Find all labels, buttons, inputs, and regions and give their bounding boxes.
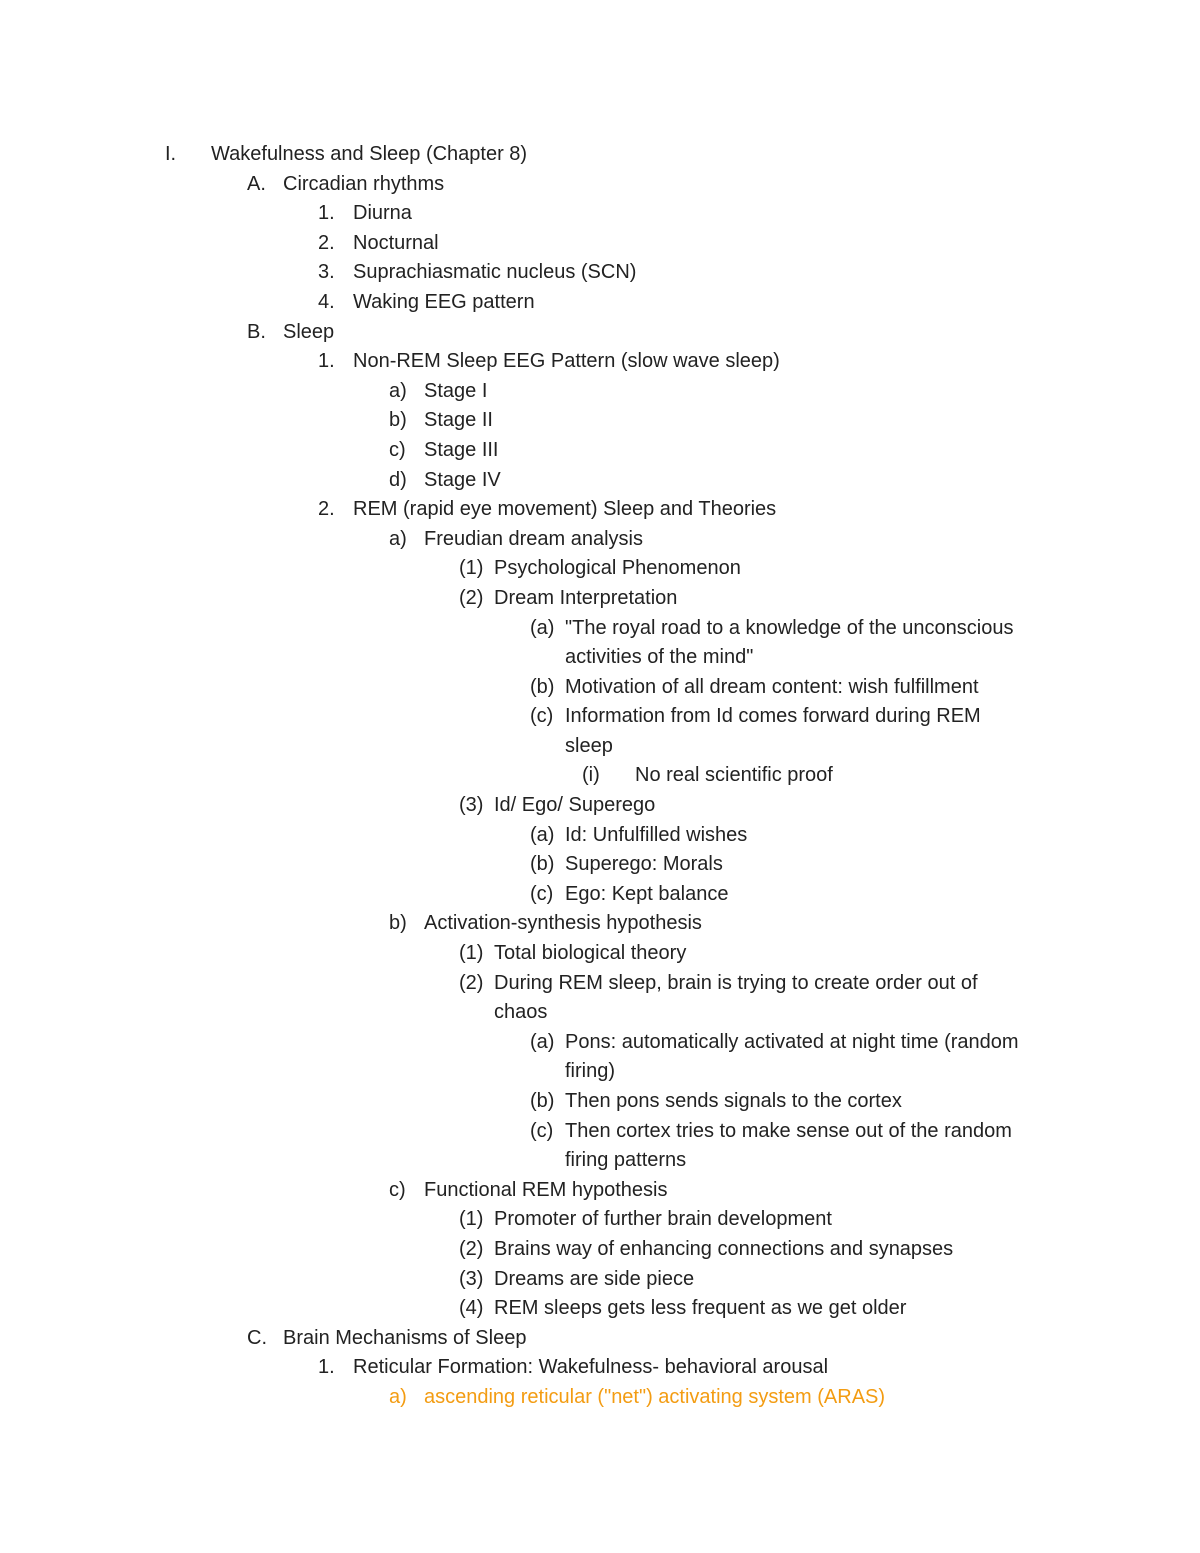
outline-item-marker: 3. [318,261,335,284]
outline-item [0,1353,1200,1383]
outline-item-marker: (3) [459,1267,484,1290]
outline-item-marker: b) [389,409,407,432]
outline-item-text: Suprachiasmatic nucleus (SCN) [353,261,637,284]
outline-item [0,229,1200,259]
outline-item-marker: (c) [530,882,554,905]
outline-item [0,1117,1200,1147]
outline-item [0,761,1200,791]
outline-item [0,702,1200,732]
outline-item-text: Waking EEG pattern [353,290,535,313]
outline-item-text: Total biological theory [494,942,687,965]
outline-item-marker: (1) [459,1208,484,1231]
outline-item-text: Non-REM Sleep EEG Pattern (slow wave sleep) [353,350,780,373]
outline-item [0,436,1200,466]
outline-item-text: Stage IV [424,468,501,491]
outline-item [0,821,1200,851]
outline-item [0,1265,1200,1295]
outline-item [0,909,1200,939]
outline-item [0,377,1200,407]
outline-item-text: Superego: Morals [565,853,723,876]
outline-item-text: Ego: Kept balance [565,882,729,905]
outline-item [0,258,1200,288]
outline-item-marker: b) [389,912,407,935]
outline-item [0,732,1200,762]
outline-item-marker: 4. [318,290,335,313]
outline-item-text: Stage I [424,379,488,402]
outline-item-text: Functional REM hypothesis [424,1178,668,1201]
outline-item-text: Sleep [283,320,335,343]
outline-item-marker: (i) [582,764,600,787]
outline-item [0,525,1200,555]
outline-item-text: REM (rapid eye movement) Sleep and Theories [353,498,777,521]
outline-item-text: Freudian dream analysis [424,527,643,550]
outline-item-marker: 1. [318,202,335,225]
outline-item-text: Then pons sends signals to the cortex [565,1090,902,1112]
outline-item [0,850,1200,880]
outline-item-text: sleep [565,734,613,757]
outline-item-text: Reticular Formation: Wakefulness- behavioral arousal [353,1356,829,1379]
outline-item-text: REM sleeps gets less frequent as we get older [494,1297,907,1320]
outline-item-marker: (c) [530,705,554,728]
outline-item-marker: c) [389,438,406,461]
outline-item-text: Id/ Ego/ Superego [494,794,656,817]
outline-item-marker: 1. [318,1356,335,1379]
outline-item-text: Information from Id comes forward during REM [565,705,981,728]
outline-item [0,1205,1200,1235]
outline-item-text: Promoter of further brain development [494,1208,832,1231]
outline-item-marker: (2) [459,1237,484,1260]
outline-item [0,584,1200,614]
outline-item-text: Brains way of enhancing connections and synapses [494,1237,954,1260]
outline-item [0,1146,1200,1176]
outline-item-text: Stage II [424,409,493,432]
outline-item-text: firing patterns [565,1149,687,1172]
outline-item-marker: C. [247,1326,267,1349]
outline-item-text: Nocturnal [353,231,439,254]
outline-item-text: Dream Interpretation [494,586,678,609]
outline-item-text: No real scientific proof [635,764,833,787]
outline-item [0,643,1200,673]
outline-item-text: Id: Unfulfilled wishes [565,823,748,846]
outline-item [0,554,1200,584]
outline-item-marker: (2) [459,586,484,609]
outline-item [0,318,1200,348]
outline-item [0,1028,1200,1058]
outline-item-text: Activation-synthesis hypothesis [424,912,702,935]
outline-item-marker: (a) [530,823,555,846]
outline-item [0,1383,1200,1413]
outline-item-text: Diurna [353,202,412,225]
outline-item-marker: 2. [318,231,335,254]
outline-item-marker: I. [165,143,177,165]
outline-list [0,140,1200,1413]
outline-item [0,1176,1200,1206]
outline-item-marker: 2. [318,498,335,521]
outline-item-text: Psychological Phenomenon [494,557,741,580]
outline-item [0,880,1200,910]
outline-item [0,1324,1200,1354]
outline-item-marker: a) [389,1385,407,1408]
outline-item-text: Stage III [424,438,499,461]
outline-item-marker: (4) [459,1297,484,1320]
outline-item-marker: c) [389,1178,406,1201]
outline-item-marker: (a) [530,616,555,639]
outline-item-text: Motivation of all dream content: wish fulfillment [565,675,979,698]
outline-item-text: Then cortex tries to make sense out of the random [565,1119,1012,1142]
outline-item-text: During REM sleep, brain is trying to create order out of [494,971,978,994]
outline-item [0,199,1200,229]
outline-item-marker: (b) [530,853,555,876]
outline-item-text: Circadian rhythms [283,172,445,195]
outline-item-marker: (3) [459,794,484,817]
outline-item-text: Brain Mechanisms of Sleep [283,1326,527,1349]
outline-item-marker: A. [247,172,266,195]
outline-item-marker: (b) [530,1090,555,1112]
outline-item-text: Wakefulness and Sleep (Chapter 8) [211,143,528,165]
outline-item-text: firing) [565,1060,616,1083]
outline-item-marker: a) [389,379,407,402]
outline-item-text: activities of the mind" [565,646,754,669]
outline-item-marker: a) [389,527,407,550]
outline-item-marker: (2) [459,971,484,994]
outline-item [0,288,1200,318]
outline-item-text: ascending reticular ("net") activating system (ARAS) [424,1385,886,1408]
outline-item [0,998,1200,1028]
outline-item [0,1294,1200,1324]
outline-item-marker: (c) [530,1119,554,1142]
outline-item [0,1087,1200,1117]
outline-item-marker: (a) [530,1030,555,1053]
outline-item [0,406,1200,436]
outline-item-text: Pons: automatically activated at night time (random [565,1030,1019,1053]
outline-item-text: Dreams are side piece [494,1267,695,1290]
outline-item [0,939,1200,969]
outline-item-marker: 1. [318,350,335,373]
outline-item [0,347,1200,377]
outline-item-marker: (b) [530,675,555,698]
outline-item-marker: B. [247,320,266,343]
outline-item [0,466,1200,496]
outline-item [0,614,1200,644]
outline-item-marker: (1) [459,557,484,580]
outline-item [0,140,1200,170]
outline-item [0,791,1200,821]
outline-item [0,170,1200,200]
outline-item [0,673,1200,703]
outline-item-marker: d) [389,468,407,491]
outline-item [0,1057,1200,1087]
outline-item [0,495,1200,525]
outline-item [0,969,1200,999]
outline-item-marker: (1) [459,942,484,965]
outline-item-text: "The royal road to a knowledge of the unconscious [565,616,1014,639]
outline-item-text: chaos [494,1001,548,1024]
outline-item [0,1235,1200,1265]
